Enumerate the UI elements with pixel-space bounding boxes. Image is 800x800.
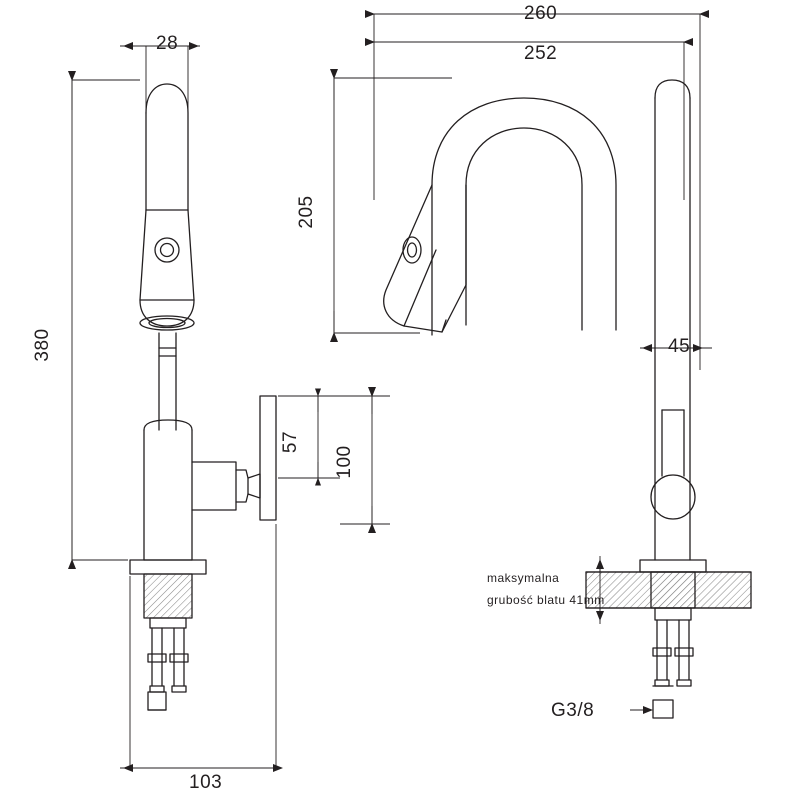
right-view-geometry (586, 80, 751, 718)
counter-thickness-note-line1: maksymalna (487, 571, 560, 585)
dim-spout-height: 205 (296, 195, 317, 229)
dimension-lines (72, 14, 712, 768)
dim-spout-head-width: 28 (156, 33, 179, 54)
dim-total-height: 380 (32, 328, 53, 362)
front-view-geometry (130, 84, 276, 710)
dim-handle-height: 100 (334, 445, 355, 479)
dim-lever-height: 57 (280, 430, 301, 454)
dim-handle-depth: 45 (668, 336, 691, 357)
dim-spout-reach-outer: 260 (524, 3, 558, 24)
dim-base-width: 103 (189, 772, 223, 793)
counter-thickness-note-line2: grubość blatu 41mm (487, 593, 605, 607)
side-view-geometry (384, 98, 616, 335)
dim-thread-size: G3/8 (551, 700, 595, 721)
dim-spout-reach-inner: 252 (524, 43, 558, 64)
